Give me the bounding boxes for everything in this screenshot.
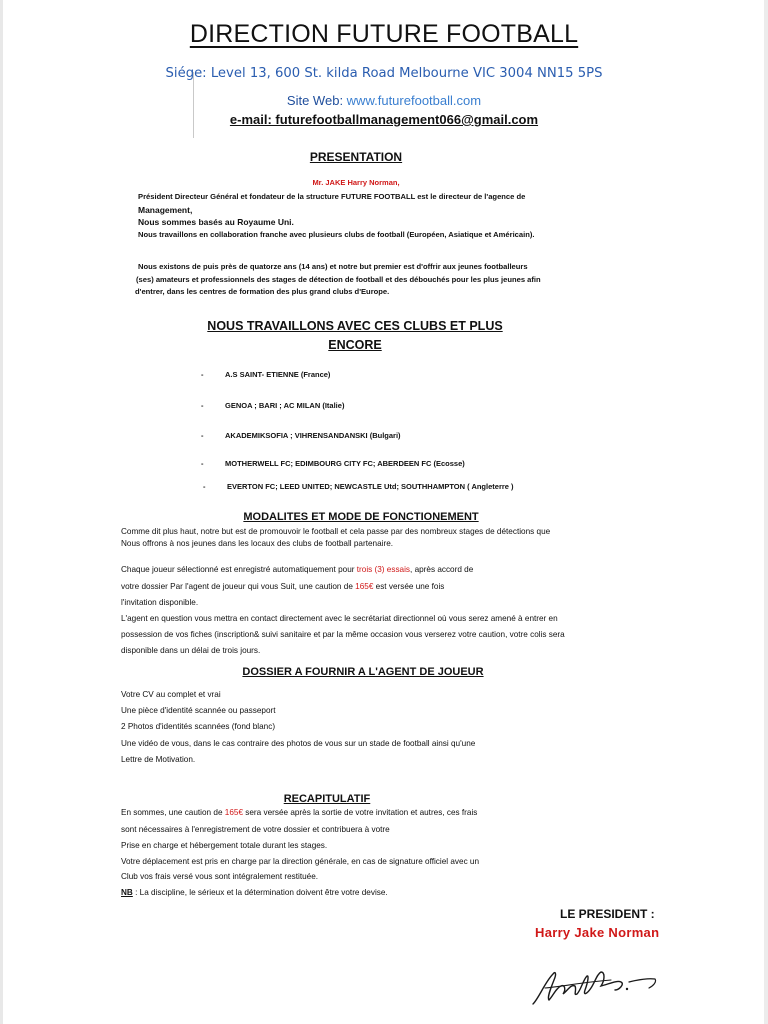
list-dash: -: [203, 482, 206, 491]
presentation-line: d'entrer, dans les centres de formation des plus grand clubs d'Europe.: [135, 287, 390, 296]
club-list-item-text: AKADEMIKSOFIA ; VIHRENSANDANSKI (Bulgari): [225, 431, 401, 440]
fee-highlight: 165€: [224, 808, 243, 817]
dossier-item: Une pièce d'identité scannée ou passeport: [121, 706, 276, 715]
website-line: [0, 93, 768, 108]
presentation-line: (ses) amateurs et professionnels des stages de détection de football et des débouchés pour les plus jeunes afin: [136, 274, 541, 284]
club-list-item-text: EVERTON FC; LEED UNITED; NEWCASTLE Utd; SOUTHHAMPTON ( Angleterre ): [227, 482, 514, 491]
presentation-line: Management,: [138, 204, 193, 215]
text-run: votre dossier Par l'agent de joueur qui vous Suit, une caution de: [121, 582, 356, 591]
club-list-item: [201, 459, 465, 468]
modalites-heading: MODALITES ET MODE DE FONCTIONEMENT: [243, 511, 479, 523]
club-list-item: [201, 370, 330, 379]
text-run: : La discipline, le sérieux et la détermination doivent être votre devise.: [132, 888, 388, 897]
modalites-text: Nous offrons à nos jeunes dans les locaux des clubs de football partenaire.: [121, 539, 394, 548]
club-list-item: [201, 431, 401, 440]
text-run: , après accord de: [410, 565, 474, 574]
president-title: LE PRESIDENT :: [560, 907, 655, 921]
text-run: est versée une fois: [373, 582, 445, 591]
handwritten-signature: [525, 960, 675, 1010]
list-dash: -: [201, 401, 204, 410]
president-name-intro: Mr. JAKE Harry Norman,: [312, 178, 400, 187]
president-name: Harry Jake Norman: [535, 925, 660, 940]
presentation-paragraph-1: [138, 191, 608, 241]
dossier-item: 2 Photos d'identités scannées (fond blanc): [121, 722, 276, 731]
club-list-item-text: MOTHERWELL FC; EDIMBOURG CITY FC; ABERDEEN FC (Ecosse): [225, 459, 465, 468]
modalites-votre-line: [121, 582, 444, 591]
modalites-text: Comme dit plus haut, notre but est de promouvoir le football et cela passe par des nombreux stages de détections que: [121, 527, 551, 536]
text-run: Chaque joueur sélectionné est enregistré automatiquement pour: [121, 565, 357, 574]
clubs-heading-line-1: NOUS TRAVAILLONS AVEC CES CLUBS ET PLUS: [207, 319, 503, 333]
presentation-line: Nous travaillons en collaboration franche avec plusieurs clubs de football (Européen, Asiatique et Américain).: [138, 229, 535, 239]
fee-highlight: 165€: [355, 582, 374, 591]
recap-heading: RECAPITULATIF: [283, 793, 371, 805]
website-label: Site Web: [286, 93, 340, 108]
text-run: En sommes, une caution de: [121, 808, 225, 817]
text-run: sera versée après la sortie de votre invitation et autres, ces frais: [243, 808, 478, 817]
recap-text: Prise en charge et hébergement totale durant les stages.: [121, 841, 328, 850]
recap-fee-line: [121, 808, 477, 817]
dossier-heading: DOSSIER A FOURNIR A L'AGENT DE JOUEUR: [242, 666, 484, 678]
modalites-text: possession de vos fiches (inscription& suivi sanitaire et par la même occasion vous verserez votre caution, votre colis sera: [121, 630, 565, 639]
list-dash: -: [201, 370, 204, 379]
website-colon: :: [339, 93, 347, 108]
email-link[interactable]: e-mail: futurefootballmanagement066@gmail.com: [229, 112, 539, 127]
modalites-chaque-line: [121, 565, 473, 574]
scan-edge-right: [764, 0, 768, 1024]
clubs-heading: [200, 317, 510, 355]
modalites-text: l'invitation disponible.: [121, 598, 199, 607]
presentation-paragraph-2: [135, 261, 608, 299]
list-dash: -: [201, 459, 204, 468]
presentation-heading: PRESENTATION: [309, 150, 403, 164]
club-list-item-text: GENOA ; BARI ; AC MILAN (Italie): [225, 401, 345, 410]
modalites-text: disponible dans un délai de trois jours.: [121, 646, 261, 655]
club-list-item: [201, 401, 344, 410]
recap-text: sont nécessaires à l'enregistrement de votre dossier et contribuera à votre: [121, 825, 390, 834]
headquarters-address: Siége: Level 13, 600 St. kilda Road Melbourne VIC 3004 NN15 5PS: [165, 66, 603, 81]
presentation-line: Président Directeur Général et fondateur de la structure FUTURE FOOTBALL est le directeur de l'agence de: [138, 192, 526, 201]
recap-text: Club vos frais versé vous sont intégralement restituée.: [121, 872, 319, 881]
clubs-heading-line-2: ENCORE: [328, 338, 382, 352]
website-link[interactable]: www.futurefootball.com: [346, 93, 482, 108]
dossier-item: Lettre de Motivation.: [121, 755, 196, 764]
club-list-item-text: A.S SAINT- ETIENNE (France): [225, 370, 331, 379]
dossier-item: Une vidéo de vous, dans le cas contraire des photos de vous sur un stade de football ainsi qu'une: [121, 739, 476, 748]
document-title: DIRECTION FUTURE FOOTBALL: [189, 20, 579, 48]
modalites-text: L'agent en question vous mettra en contact directement avec le secrétariat directionnel où vous serez amené à entrer en: [121, 614, 558, 623]
recap-nb-line: [121, 888, 388, 897]
list-dash: -: [201, 431, 204, 440]
presentation-line: Nous existons de puis près de quatorze ans (14 ans) et notre but premier est d'offrir aux jeunes footballeurs: [138, 262, 528, 271]
dossier-item: Votre CV au complet et vrai: [121, 690, 221, 699]
recap-text: Votre déplacement est pris en charge par la direction générale, en cas de signature officiel avec un: [121, 857, 480, 866]
trial-count-highlight: trois (3) essais: [356, 565, 411, 574]
club-list-item: [203, 482, 514, 491]
presentation-line: Nous sommes basés au Royaume Uni.: [138, 217, 294, 227]
nb-label: NB: [121, 888, 133, 897]
